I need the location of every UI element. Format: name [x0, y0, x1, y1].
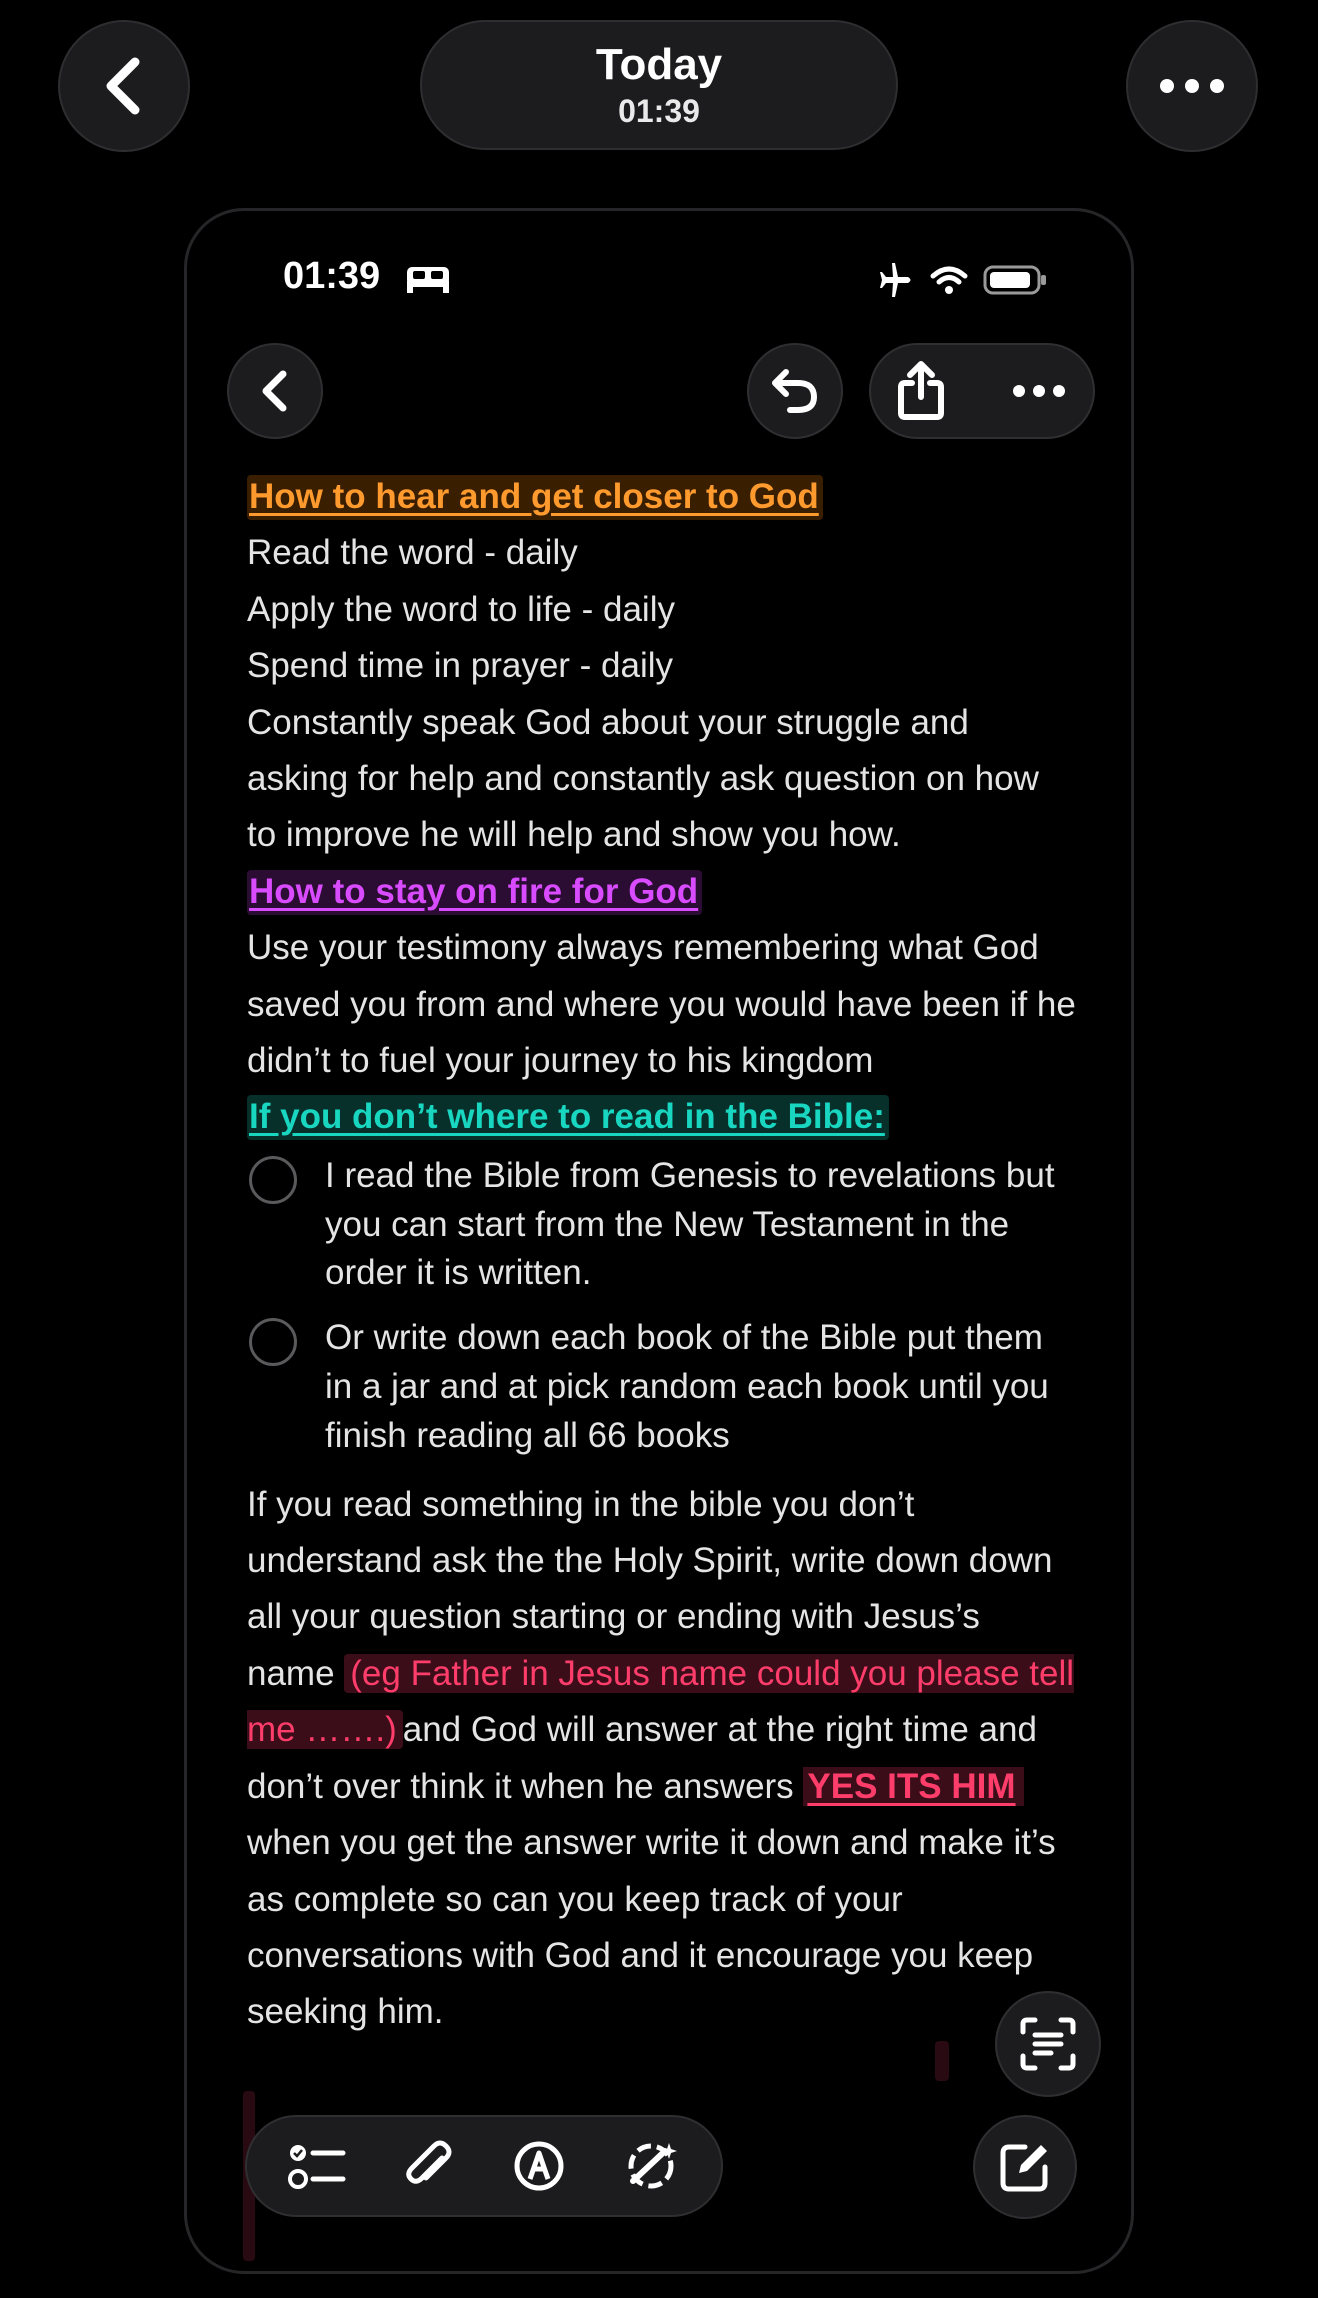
note-line: Apply the word to life - daily [247, 589, 675, 629]
checklist-text: I read the Bible from Genesis to revelations but you can start from the New Testament in the order it is written. [325, 1155, 1055, 1293]
checklist-text: Or write down each book of the Bible put them in a jar and at pick random each book until you finish reading all 66 books [325, 1318, 1049, 1455]
battery-icon [983, 264, 1049, 296]
checkbox-circle[interactable] [249, 1156, 297, 1204]
airplane-icon [877, 263, 915, 297]
paperclip-icon[interactable] [402, 2138, 456, 2194]
back-button[interactable] [58, 20, 190, 152]
phone-screenshot [184, 208, 1134, 2274]
compose-button[interactable] [973, 2115, 1077, 2219]
note-line: Read the word - daily [247, 533, 578, 573]
status-bar [187, 251, 1131, 311]
time-subtitle: 01:39 [618, 93, 700, 129]
checklist-item [247, 1152, 1077, 1298]
paragraph-text: If you read something in the bible you don’t understand ask the the Holy Spirit, write down down all your question starting or ending with Jesus’s name [247, 1484, 1053, 1693]
heading-hear-closer: How to hear and get closer to God [247, 475, 823, 520]
share-icon[interactable] [897, 361, 945, 421]
chevron-left-icon [99, 56, 149, 116]
bottom-toolbar [245, 2115, 723, 2217]
note-paragraph [247, 1477, 1077, 2041]
heading-stay-on-fire: How to stay on fire for God [247, 870, 702, 915]
checklist-item [247, 1314, 1077, 1460]
checkbox-circle[interactable] [249, 1318, 297, 1366]
wifi-icon [929, 265, 969, 295]
share-more-group [869, 343, 1095, 439]
note-paragraph: Constantly speak God about your struggle and asking for help and constantly ask question on how to improve he will help and show you how. [247, 702, 1039, 855]
markup-icon[interactable] [512, 2139, 566, 2193]
undo-button[interactable] [747, 343, 843, 439]
emphasis-text: YES ITS HIM [803, 1767, 1023, 1806]
apple-intelligence-icon[interactable] [621, 2137, 681, 2195]
ellipsis-icon [1157, 76, 1227, 96]
chevron-left-icon [257, 369, 293, 413]
heading-where-to-read: If you don’t where to read in the Bible: [247, 1095, 889, 1140]
note-line: Spend time in prayer - daily [247, 646, 674, 686]
status-icons [877, 263, 1049, 297]
paragraph-text: and God will answer at the right time and don’t over think it when he answers [247, 1710, 1037, 1806]
highlighted-example: (eg Father in Jesus name could you please tell me …….) [247, 1653, 1075, 1750]
bed-icon [405, 265, 451, 295]
checklist-icon[interactable] [287, 2140, 347, 2192]
scan-text-button[interactable] [995, 1991, 1101, 2097]
paragraph-text: when you get the answer write it down and make it’s as complete so can you keep track of your conversations with God and it encourage you keep seeking him. [247, 1823, 1056, 2032]
note-back-button[interactable] [227, 343, 323, 439]
ellipsis-icon[interactable] [1011, 383, 1067, 399]
more-button[interactable] [1126, 20, 1258, 152]
scan-text-icon [1019, 2016, 1077, 2072]
note-body[interactable] [247, 469, 1077, 2041]
date-title: Today [595, 40, 723, 89]
date-time-pill [420, 20, 898, 150]
note-paragraph: Use your testimony always remembering what God saved you from and where you would have been if he didn’t to fuel your journey to his kingdom [247, 928, 1076, 1081]
status-time: 01:39 [283, 255, 381, 297]
undo-icon [770, 368, 820, 414]
compose-icon [999, 2141, 1051, 2193]
highlight-remnant [935, 2041, 949, 2081]
